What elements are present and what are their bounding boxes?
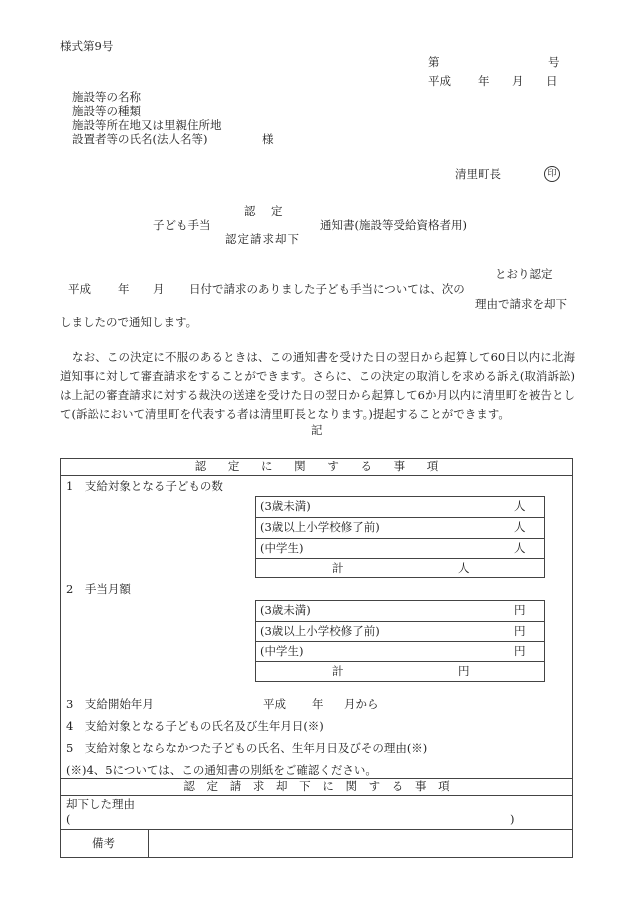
divider [255, 538, 545, 539]
divider [60, 829, 573, 830]
doc-number-suffix: 号 [548, 55, 560, 69]
section2-heading: 認 定 請 求 却 下 に 関 す る 事 項 [183, 779, 450, 793]
note: (※)4、5については、この通知書の別紙をご確認ください。 [66, 763, 377, 777]
count-row-label: (中学生) [260, 541, 304, 555]
title-suffix: 通知書(施設等受給資格者用) [320, 218, 467, 232]
count-total-unit: 人 [458, 561, 470, 575]
divider [60, 475, 573, 476]
item5-label: 5 支給対象とならなかつた子どもの氏名、生年月日及びその理由(※) [66, 741, 428, 755]
count-total-label: 計 [332, 561, 344, 575]
amount-row-unit: 円 [514, 624, 526, 638]
appeal-notice: なお、この決定に不服のあるときは、この通知書を受けた日の翌日から起算して60日以内に北海道知事に対して審査請求をすることができます。さらに、この決定の取消しを求める訴え(取消訴訟)は上記の審査請求に対する裁決の送達を受けた日の翌日から起算して6か月以内に清里町を被告として(訴訟において清里町を代表する者は清里町長となります。)提起することができます。 [60, 350, 575, 421]
item2-label: 2 手当月額 [66, 582, 131, 596]
date-day: 日 [546, 74, 558, 88]
amount-row-label: (3歳以上小学校修了前) [260, 624, 380, 638]
body-date-era: 平成 [68, 282, 91, 296]
divider [255, 517, 545, 518]
form-number: 様式第9号 [60, 39, 114, 53]
addressee-facility-name: 施設等の名称 [72, 90, 141, 104]
addressee-operator-name: 設置者等の氏名(法人名等) [72, 132, 208, 146]
item3-era: 平成 [263, 697, 286, 711]
paren-close: ) [510, 812, 515, 826]
title-prefix: 子ども手当 [153, 218, 211, 232]
body-option-rejection: 理由で請求を却下 [475, 297, 567, 311]
body-date-month: 月 [153, 282, 165, 296]
divider [255, 558, 545, 559]
item4-label: 4 支給対象となる子どもの氏名及び生年月日(※) [66, 719, 324, 733]
seal-icon: 印 [544, 166, 560, 182]
remarks-label: 備考 [92, 836, 115, 850]
divider [255, 621, 545, 622]
date-year: 年 [478, 74, 490, 88]
body-date-year: 年 [118, 282, 130, 296]
ki-heading: 記 [311, 423, 323, 437]
date-month: 月 [512, 74, 524, 88]
amount-row-label: (中学生) [260, 644, 304, 658]
issuer-name: 清里町長 [455, 167, 501, 181]
body-text-line2: しましたので通知します。 [60, 315, 198, 329]
item3-month: 月から [344, 697, 379, 711]
count-row-unit: 人 [514, 520, 526, 534]
rejection-reason-label: 却下した理由 [66, 797, 135, 811]
divider [60, 795, 573, 796]
amount-row-unit: 円 [514, 603, 526, 617]
item1-label: 1 支給対象となる子どもの数 [66, 479, 223, 493]
count-row-unit: 人 [514, 541, 526, 555]
doc-number-prefix: 第 [428, 55, 440, 69]
count-row-label: (3歳未満) [260, 499, 311, 513]
section1-heading: 認 定 に 関 す る 事 項 [194, 459, 439, 473]
body-option-approval: とおり認定 [495, 267, 553, 281]
amount-row-label: (3歳未満) [260, 603, 311, 617]
divider [255, 661, 545, 662]
title-option-approval: 認 定 [244, 204, 285, 218]
item3-year: 年 [312, 697, 324, 711]
amount-total-unit: 円 [458, 664, 470, 678]
addressee-facility-type: 施設等の種類 [72, 104, 141, 118]
amount-row-unit: 円 [514, 644, 526, 658]
item3-label: 3 支給開始年月 [66, 697, 154, 711]
addressee-honorific: 様 [262, 132, 274, 146]
divider [255, 641, 545, 642]
count-row-unit: 人 [514, 499, 526, 513]
divider [148, 829, 149, 858]
title-option-rejection: 認定請求却下 [225, 232, 300, 246]
addressee-address: 施設等所在地又は里親住所地 [72, 118, 222, 132]
date-era: 平成 [428, 74, 451, 88]
count-row-label: (3歳以上小学校修了前) [260, 520, 380, 534]
paren-open: ( [66, 812, 71, 826]
body-text-line1: 日付で請求のありました子ども手当については、次の [189, 282, 465, 296]
amount-total-label: 計 [332, 664, 344, 678]
